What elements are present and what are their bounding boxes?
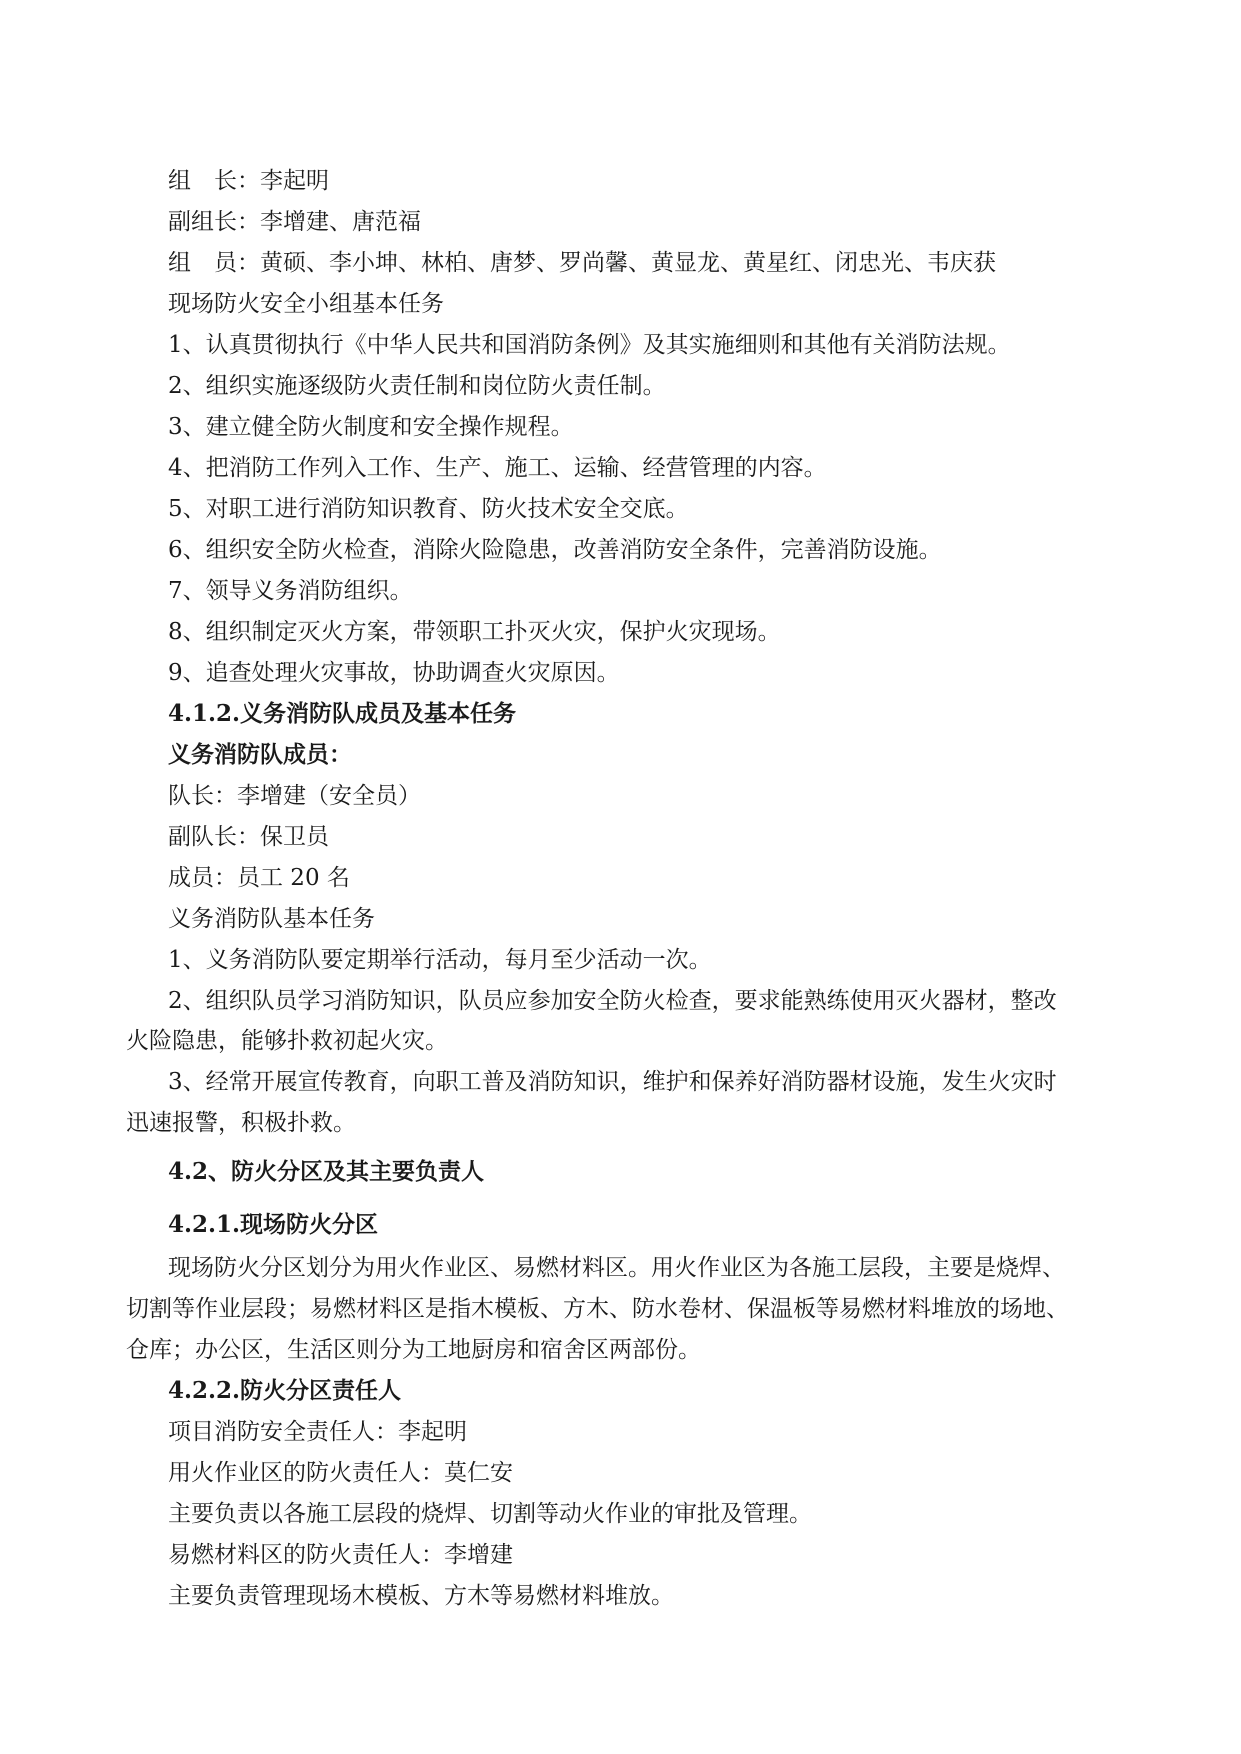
fire-zone-duty-line: 主要负责以各施工层段的烧焊、切割等动火作业的审批及管理。 — [168, 1501, 812, 1527]
captain-line: 队长：李增建（安全员） — [168, 783, 421, 809]
zone-paragraph-line: 切割等作业层段；易燃材料区是指木模板、方木、防水卷材、保温板等易燃材料堆放的场地、 — [126, 1296, 1069, 1322]
group-task-item: 2、组织实施逐级防火责任制和岗位防火责任制。 — [168, 373, 666, 399]
group-members-line: 组 员：黄硕、李小坤、林柏、唐梦、罗尚馨、黄显龙、黄星红、闭忠光、韦庆获 — [168, 250, 996, 276]
group-task-item: 1、认真贯彻执行《中华人民共和国消防条例》及其实施细则和其他有关消防法规。 — [168, 332, 1011, 358]
zone-paragraph-line: 仓库；办公区，生活区则分为工地厨房和宿舍区两部份。 — [126, 1337, 701, 1363]
section-heading-4-1-2: 4.1.2.义务消防队成员及基本任务 — [168, 700, 517, 727]
group-task-item: 6、组织安全防火检查，消除火险隐患，改善消防安全条件，完善消防设施。 — [168, 537, 942, 563]
group-task-item: 5、对职工进行消防知识教育、防火技术安全交底。 — [168, 496, 689, 522]
project-lead-line: 项目消防安全责任人：李起明 — [168, 1419, 467, 1445]
volunteer-members-title: 义务消防队成员： — [168, 741, 352, 768]
group-task-item: 7、领导义务消防组织。 — [168, 578, 413, 604]
section-heading-4-2-1: 4.2.1.现场防火分区 — [168, 1211, 379, 1238]
volunteer-tasks-title: 义务消防队基本任务 — [168, 906, 375, 932]
volunteer-task-item: 2、组织队员学习消防知识，队员应参加安全防火检查，要求能熟练使用灭火器材，整改 — [168, 988, 1057, 1014]
group-task-item: 8、组织制定灭火方案，带领职工扑灭火灾，保护火灾现场。 — [168, 619, 781, 645]
group-task-item: 9、追查处理火灾事故，协助调查火灾原因。 — [168, 660, 620, 686]
group-leader-line: 组 长：李起明 — [168, 168, 329, 194]
section-heading-4-2-2: 4.2.2.防火分区责任人 — [168, 1377, 402, 1404]
zone-paragraph-line: 现场防火分区划分为用火作业区、易燃材料区。用火作业区为各施工层段，主要是烧焊、 — [168, 1255, 1065, 1281]
volunteer-task-continuation: 火险隐患，能够扑救初起火灾。 — [126, 1028, 448, 1054]
flammable-duty-line: 主要负责管理现场木模板、方木等易燃材料堆放。 — [168, 1583, 674, 1609]
group-tasks-title: 现场防火安全小组基本任务 — [168, 291, 444, 317]
group-deputy-line: 副组长：李增建、唐范福 — [168, 209, 421, 235]
members-line: 成员：员工 20 名 — [168, 865, 350, 891]
volunteer-task-continuation: 迅速报警，积极扑救。 — [126, 1110, 356, 1136]
volunteer-task-item: 3、经常开展宣传教育，向职工普及消防知识，维护和保养好消防器材设施，发生火灾时 — [168, 1069, 1057, 1095]
section-heading-4-2: 4.2、防火分区及其主要负责人 — [168, 1158, 485, 1185]
fire-zone-lead-line: 用火作业区的防火责任人：莫仁安 — [168, 1460, 513, 1486]
volunteer-task-item: 1、义务消防队要定期举行活动，每月至少活动一次。 — [168, 947, 712, 973]
group-task-item: 4、把消防工作列入工作、生产、施工、运输、经营管理的内容。 — [168, 455, 827, 481]
flammable-lead-line: 易燃材料区的防火责任人：李增建 — [168, 1542, 513, 1568]
vice-captain-line: 副队长：保卫员 — [168, 824, 329, 850]
group-task-item: 3、建立健全防火制度和安全操作规程。 — [168, 414, 574, 440]
